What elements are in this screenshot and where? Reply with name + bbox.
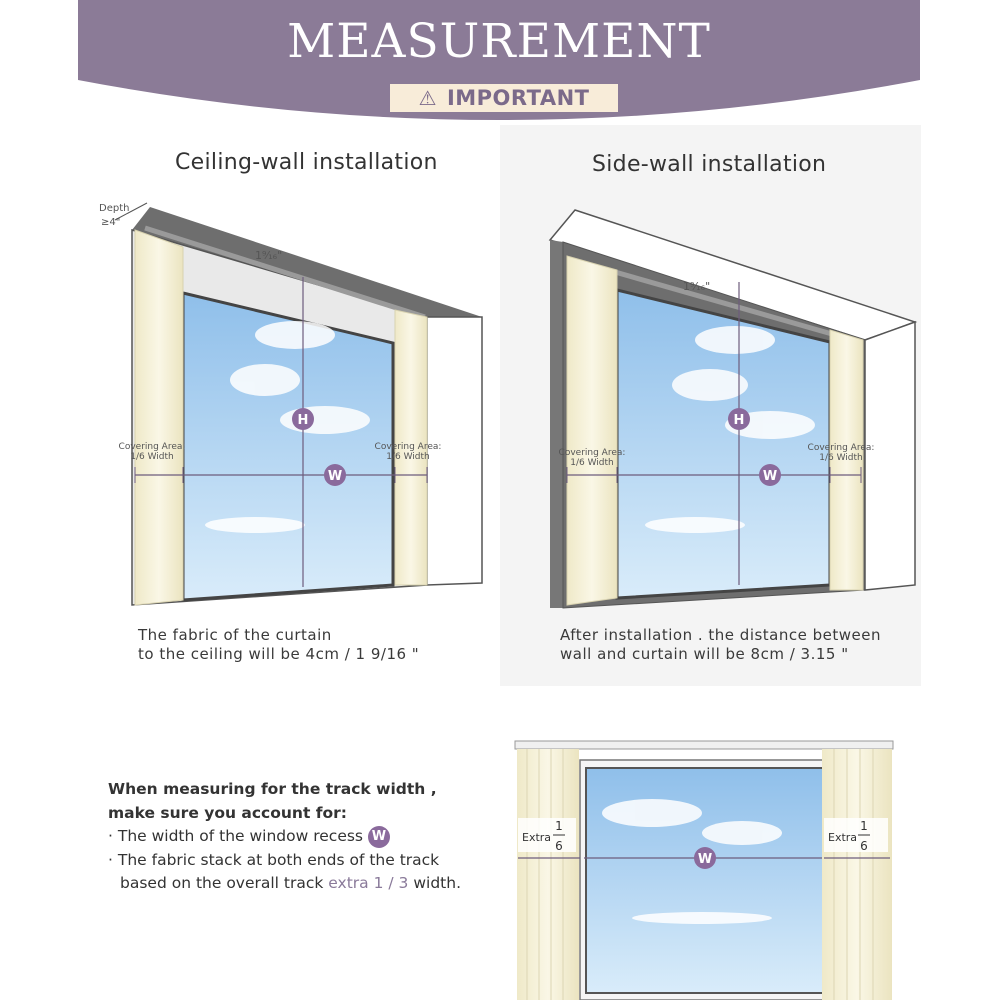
sidewall-heading: Side-wall installation (592, 152, 827, 177)
left-wall-edge (550, 240, 563, 608)
ceiling-caption-line2: to the ceiling will be 4cm / 1 9/16 " (138, 645, 420, 663)
w-badge-label: W (327, 469, 343, 484)
track-bullet-1-text: · The width of the window recess (108, 827, 364, 845)
extra-left-den: 6 (555, 839, 563, 853)
extra-left-label: Extra (522, 831, 552, 844)
w-inline-badge: W (368, 826, 390, 848)
track-bullet-2-line1: · The fabric stack at both ends of the track (108, 850, 440, 869)
covering-right-line1: Covering Area: (374, 442, 442, 452)
w-badge-label: W (697, 852, 713, 867)
gap-label: 1⁹⁄₁₆" (255, 249, 283, 262)
window-glass (586, 768, 826, 993)
track-intro-line1: When measuring for the track width , (108, 780, 437, 798)
side-wall (865, 322, 915, 590)
depth-label: Depth (99, 203, 130, 214)
track-bullet-2-suffix: width. (408, 874, 461, 892)
covering-left-line2: 1/6 Width (130, 452, 174, 462)
ceiling-heading: Ceiling-wall installation (175, 150, 438, 175)
right-curtain (822, 749, 892, 1000)
extra-right-num: 1 (860, 819, 868, 833)
track-intro-line2: make sure you account for: (108, 803, 348, 822)
covering-right-line2: 1/6 Width (819, 453, 863, 463)
h-badge-label: H (297, 413, 309, 428)
extra-left-num: 1 (555, 819, 563, 833)
left-curtain (517, 749, 579, 1000)
page-title: MEASUREMENT (287, 14, 711, 69)
sidewall-caption-line2: wall and curtain will be 8cm / 3.15 " (560, 645, 849, 663)
track-width-notes (108, 778, 498, 896)
extra-right-den: 6 (860, 839, 868, 853)
left-curtain (567, 256, 617, 605)
important-badge (390, 84, 618, 112)
sidewall-caption-line1: After installation . the distance between (560, 626, 881, 644)
extra-right-label: Extra (828, 831, 858, 844)
track-bullet-2-line2 (108, 872, 498, 896)
left-curtain (135, 230, 183, 605)
sidewall-install-diagram (545, 200, 920, 615)
ceiling-install-diagram (95, 195, 495, 615)
curtain-track (515, 741, 893, 749)
sidewall-caption (560, 626, 881, 664)
ceiling-caption (138, 626, 419, 664)
important-label: IMPORTANT (446, 86, 590, 110)
track-bullet-2-accent: extra 1 / 3 (328, 874, 409, 892)
gap-label: 1⁹⁄₁₆" (683, 280, 711, 293)
track-bullet-1 (108, 825, 498, 849)
warning-icon: ⚠ (418, 86, 437, 110)
covering-right-line1: Covering Area: (807, 443, 875, 453)
h-badge-label: H (733, 413, 745, 428)
covering-left-line2: 1/6 Width (570, 458, 614, 468)
covering-left-line1: Covering Area: (118, 442, 186, 452)
track-bullet-2-prefix: based on the overall track (120, 874, 329, 892)
covering-left-line1: Covering Area: (558, 448, 626, 458)
covering-right-line2: 1/6 Width (386, 452, 430, 462)
header-banner (78, 0, 920, 132)
w-badge-label: W (762, 469, 778, 484)
ceiling-caption-line1: The fabric of the curtain (138, 626, 332, 644)
track-width-diagram (512, 738, 897, 1000)
depth-value: ≥4" (101, 217, 121, 228)
